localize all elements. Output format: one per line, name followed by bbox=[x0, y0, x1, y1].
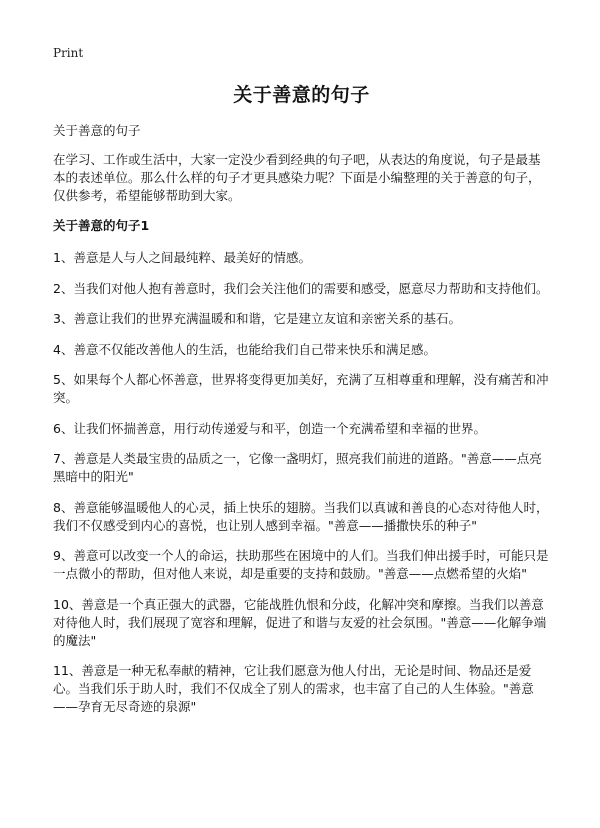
section-heading: 关于善意的句子1 bbox=[53, 218, 150, 233]
page-title: 关于善意的句子 bbox=[233, 84, 370, 106]
sentence-list bbox=[53, 249, 550, 729]
list-item: 7、善意是人类最宝贵的品质之一，它像一盏明灯，照亮我们前进的道路。"善意——点亮黑暗中的阳光" bbox=[53, 451, 542, 484]
print-link[interactable]: Print bbox=[53, 46, 84, 60]
list-item: 9、善意可以改变一个人的命运，扶助那些在困境中的人们。当我们伸出援手时，可能只是一点微小的帮助，但对他人来说，却是重要的支持和鼓励。"善意——点燃希望的火焰" bbox=[53, 548, 549, 581]
intro-paragraph: 在学习、工作或生活中，大家一定没少看到经典的句子吧，从表达的角度说，句子是最基本的表述单位。那么什么样的句子才更具感染力呢？下面是小编整理的关于善意的句子，仅供参考，希望能够帮助到大家。 bbox=[53, 152, 541, 203]
list-item: 4、善意不仅能改善他人的生活，也能给我们自己带来快乐和满足感。 bbox=[53, 341, 436, 357]
list-item: 5、如果每个人都心怀善意，世界将变得更加美好，充满了互相尊重和理解，没有痛苦和冲突。 bbox=[53, 372, 549, 405]
list-item: 10、善意是一个真正强大的武器，它能战胜仇恨和分歧，化解冲突和摩擦。当我们以善意对待他人时，我们展现了宽容和理解，促进了和谐与友爱的社会氛围。"善意——化解争端的魔法" bbox=[53, 596, 547, 648]
list-item: 8、善意能够温暖他人的心灵，插上快乐的翅膀。当我们以真诚和善良的心态对待他人时，我们不仅感受到内心的喜悦，也让别人感到幸福。"善意——播撒快乐的种子" bbox=[53, 499, 549, 533]
subtitle: 关于善意的句子 bbox=[53, 123, 141, 138]
list-item: 1、善意是人与人之间最纯粹、最美好的情感。 bbox=[53, 250, 311, 265]
list-item: 3、善意让我们的世界充满温暖和和谐，它是建立友谊和亲密关系的基石。 bbox=[53, 311, 461, 326]
list-item: 11、善意是一种无私奉献的精神，它让我们愿意为他人付出，无论是时间、物品还是爱心。当我们乐于助人时，我们不仅成全了别人的需求，也丰富了自己的人生体验。"善意——孕育无尽奇迹的泉源" bbox=[53, 663, 534, 714]
list-item: 6、让我们怀揣善意，用行动传递爱与和平，创造一个充满希望和幸福的世界。 bbox=[53, 420, 486, 436]
list-item: 2、当我们对他人抱有善意时，我们会关注他们的需要和感受，愿意尽力帮助和支持他们。 bbox=[53, 280, 549, 296]
